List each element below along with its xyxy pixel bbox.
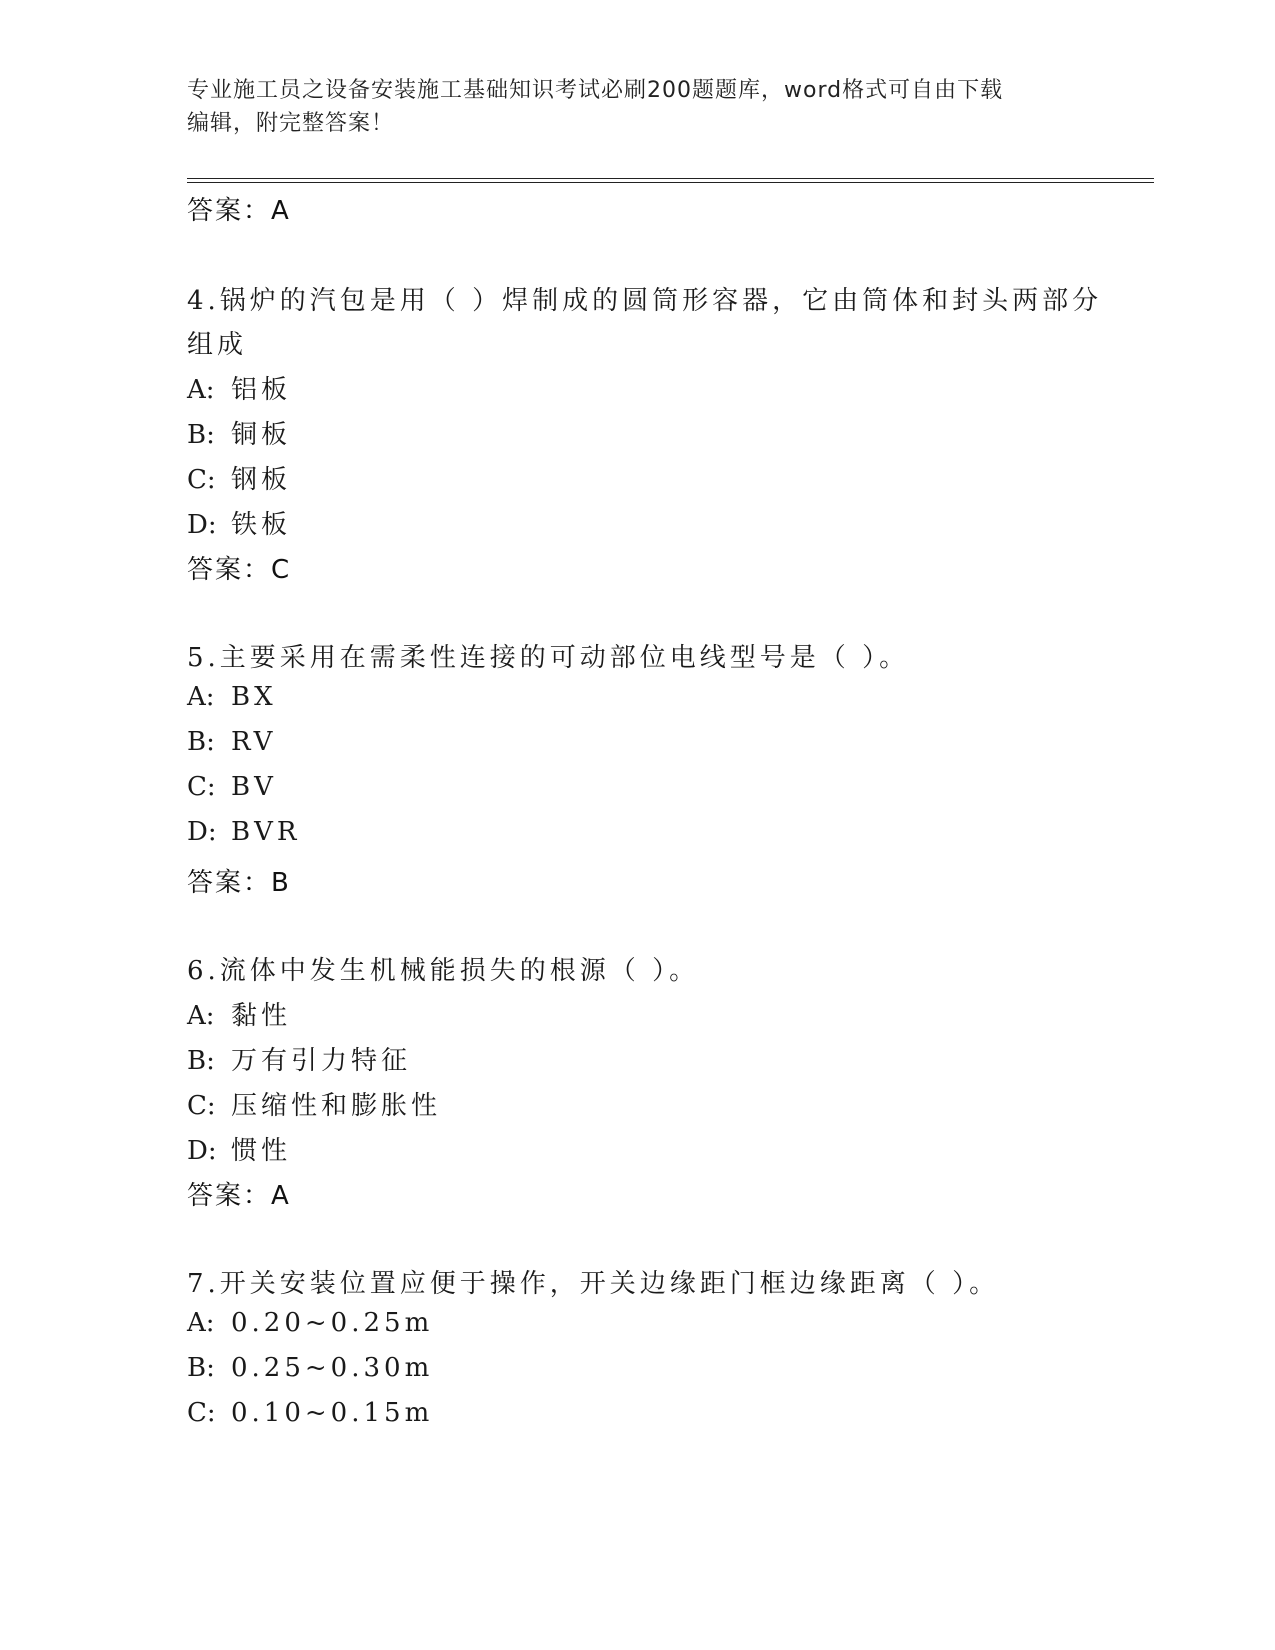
- option-key: A:: [187, 375, 215, 405]
- q6-stem: 6.流体中发生机械能损失的根源（ ）。: [187, 956, 700, 986]
- option-key: D:: [187, 1136, 217, 1166]
- q7-option-b: [187, 1353, 433, 1383]
- option-text: 万有引力特征: [231, 1046, 412, 1076]
- q4-option-c: [187, 459, 291, 496]
- q4-option-b: [187, 414, 291, 451]
- option-key: A:: [187, 1001, 215, 1031]
- q5-option-c: [187, 772, 277, 802]
- option-text: 铜板: [231, 420, 292, 450]
- q4-option-a: [187, 369, 291, 406]
- option-key: C:: [187, 1398, 216, 1428]
- q4-stem-line-1: 4.锅炉的汽包是用（ ）焊制成的圆筒形容器，它由筒体和封头两部分: [187, 286, 1103, 316]
- q6-option-c: [187, 1085, 441, 1122]
- header-divider-top: [187, 178, 1154, 179]
- q4-option-d: [187, 504, 291, 541]
- header-divider-bottom: [187, 182, 1154, 183]
- option-key: C:: [187, 1091, 216, 1121]
- option-key: C:: [187, 465, 216, 495]
- option-text: 0.25~0.30m: [231, 1353, 434, 1383]
- option-text: 0.10~0.15m: [231, 1398, 434, 1428]
- q4-answer: 答案：C: [187, 555, 292, 585]
- option-key: C:: [187, 772, 216, 802]
- option-key: B:: [187, 727, 215, 757]
- option-key: D:: [187, 510, 217, 540]
- q5-option-d: [187, 817, 300, 847]
- option-text: 黏性: [231, 1001, 292, 1031]
- header-line-2: 编辑，附完整答案！: [187, 111, 395, 136]
- q6-option-a: [187, 995, 291, 1032]
- option-text: BVR: [231, 817, 301, 847]
- q5-option-b: [187, 727, 276, 757]
- option-text: BX: [231, 682, 277, 712]
- header-line-1: 专业施工员之设备安装施工基础知识考试必刷200题题库，word格式可自由下载: [187, 78, 1004, 103]
- q7-option-a: [187, 1308, 433, 1338]
- option-key: D:: [187, 817, 217, 847]
- option-key: B:: [187, 1046, 215, 1076]
- option-key: B:: [187, 1353, 215, 1383]
- option-text: 惯性: [231, 1136, 292, 1166]
- document-header: [187, 74, 1087, 140]
- option-text: 钢板: [231, 465, 292, 495]
- option-text: BV: [231, 772, 277, 802]
- q6-answer: 答案：A: [187, 1181, 291, 1211]
- option-key: B:: [187, 420, 215, 450]
- q3-answer: 答案：A: [187, 196, 291, 226]
- option-text: 铁板: [231, 510, 292, 540]
- option-text: 压缩性和膨胀性: [231, 1091, 442, 1121]
- q7-stem: 7.开关安装位置应便于操作，开关边缘距门框边缘距离（ ）。: [187, 1269, 1000, 1299]
- q7-option-c: [187, 1398, 433, 1428]
- option-text: 0.20~0.25m: [231, 1308, 434, 1338]
- q5-stem: 5.主要采用在需柔性连接的可动部位电线型号是（ ）。: [187, 643, 910, 673]
- option-text: 铝板: [231, 375, 292, 405]
- option-key: A:: [187, 1308, 215, 1338]
- q4-stem-line-2: 组成: [187, 330, 248, 360]
- q6-option-d: [187, 1130, 291, 1167]
- option-key: A:: [187, 682, 215, 712]
- option-text: RV: [231, 727, 277, 757]
- q6-option-b: [187, 1040, 411, 1077]
- q5-option-a: [187, 682, 277, 712]
- q5-answer: 答案：B: [187, 868, 291, 898]
